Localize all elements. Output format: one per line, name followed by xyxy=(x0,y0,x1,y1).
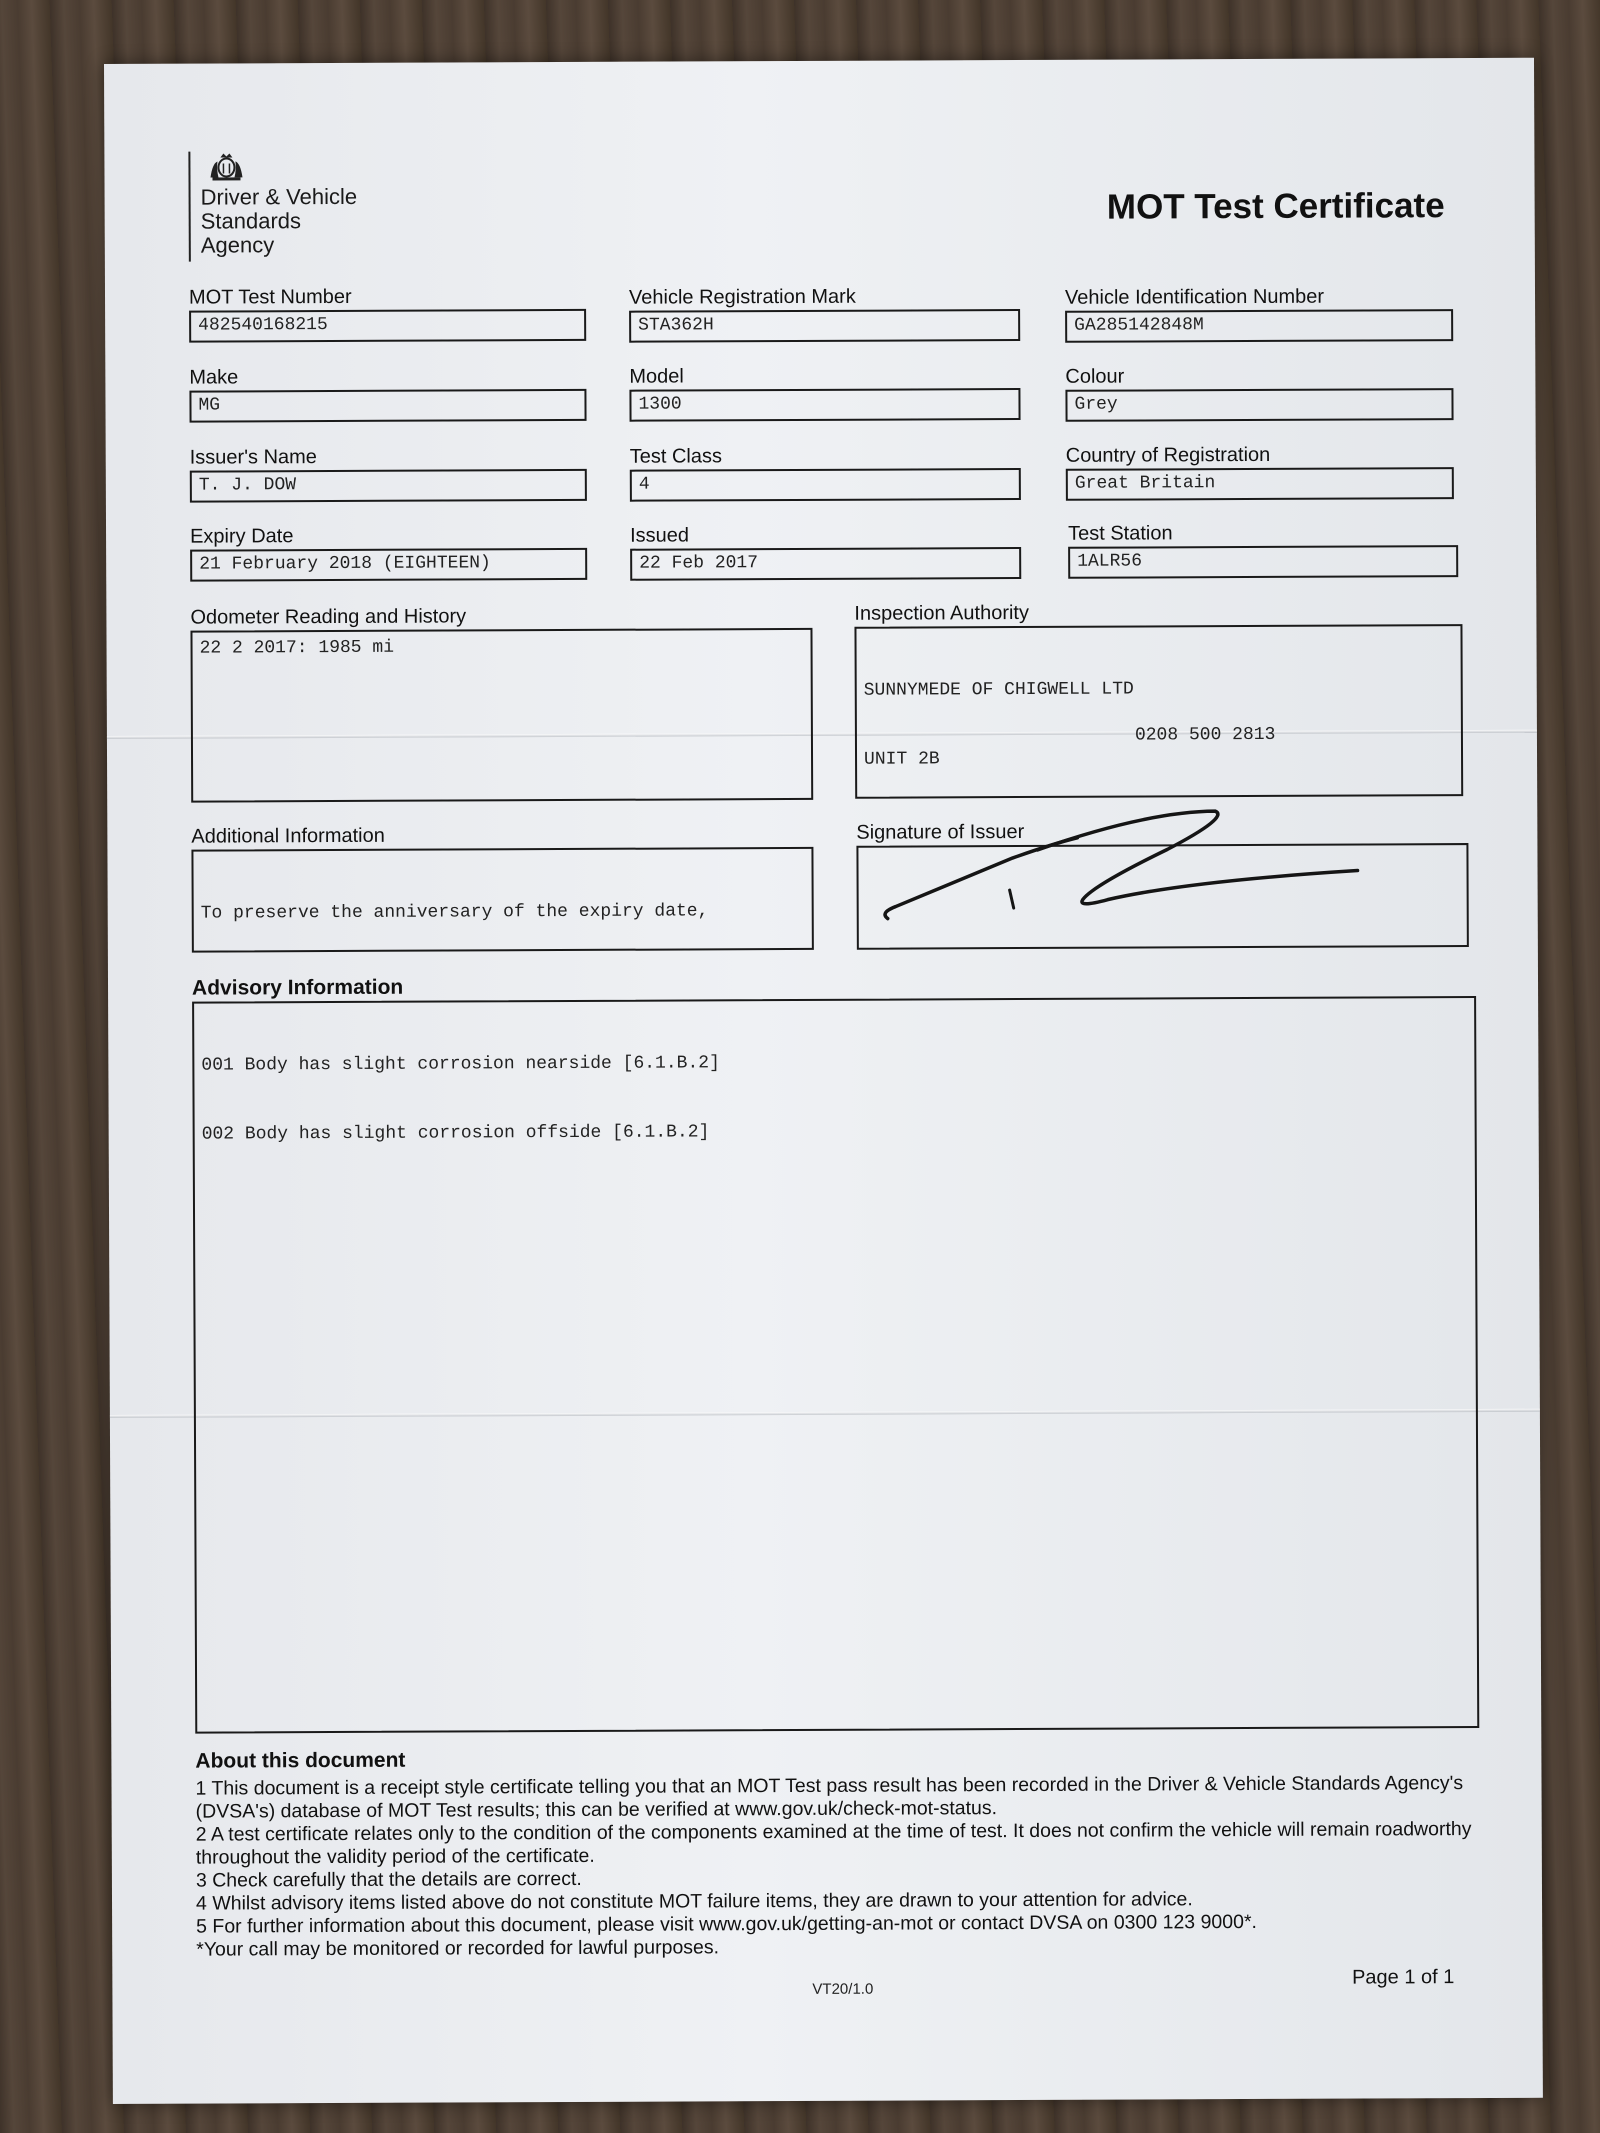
form-id: VT20/1.0 xyxy=(812,1980,874,1998)
expiry-date-label: Expiry Date xyxy=(190,525,294,548)
inspection-authority-label: Inspection Authority xyxy=(854,601,1030,625)
page-title: MOT Test Certificate xyxy=(1106,186,1445,227)
odometer-label: Odometer Reading and History xyxy=(190,605,467,629)
make-value: MG xyxy=(189,389,586,423)
authority-line: SUNNYMEDE OF CHIGWELL LTD xyxy=(863,679,1134,701)
registration-value: STA362H xyxy=(629,309,1020,343)
issuer-name-label: Issuer's Name xyxy=(189,446,317,469)
test-class-value: 4 xyxy=(630,468,1021,502)
about-item: 3 Check carefully that the details are correct. xyxy=(195,1867,582,1892)
expiry-date-value: 21 February 2018 (EIGHTEEN) xyxy=(190,548,587,582)
advisory-box xyxy=(192,996,1479,1734)
test-class-label: Test Class xyxy=(629,445,723,468)
signature-label: Signature of Issuer xyxy=(856,820,1025,844)
test-station-label: Test Station xyxy=(1068,522,1173,545)
issued-value: 22 Feb 2017 xyxy=(630,547,1021,581)
about-section xyxy=(195,1744,1476,1962)
advisory-label: Advisory Information xyxy=(191,975,404,1000)
certificate-paper xyxy=(104,58,1543,2104)
about-item: 1 This document is a receipt style certificate telling you that an MOT Test pass result has been recorded in the Driver & Vehicle Standards Agency's (DVSA's) database of MOT Test results; this can be verified at www.gov.uk/check-mot-status. xyxy=(195,1772,1464,1823)
issued-label: Issued xyxy=(630,524,690,547)
agency-name: Driver & Vehicle Standards Agency xyxy=(200,183,358,258)
advisory-item: 001 Body has slight corrosion nearside [6.1.B.2] xyxy=(201,1053,720,1076)
about-item: 5 For further information about this document, please visit www.gov.uk/getting-an-mot or contact DVSA on 0300 123 9000*. xyxy=(196,1910,1257,1938)
vin-label: Vehicle Identification Number xyxy=(1064,285,1325,309)
mot-test-number-value: 482540168215 xyxy=(189,309,586,343)
colour-label: Colour xyxy=(1065,365,1125,388)
country-value: Great Britain xyxy=(1066,467,1454,501)
odometer-value: 22 2 2017: 1985 mi xyxy=(190,628,813,803)
about-item: 2 A test certificate relates only to the condition of the components examined at the time of test. It does not confirm the vehicle will remain roadworthy throughout the validity period of the certificate. xyxy=(195,1818,1472,1869)
issuer-name-value: T. J. DOW xyxy=(190,469,587,503)
model-value: 1300 xyxy=(629,388,1020,422)
mot-test-number-label: MOT Test Number xyxy=(188,285,352,309)
colour-value: Grey xyxy=(1065,388,1453,422)
make-label: Make xyxy=(189,366,239,389)
test-station-value: 1ALR56 xyxy=(1068,545,1458,579)
issuer-signature xyxy=(104,58,1538,1064)
page-number: Page 1 of 1 xyxy=(1352,1966,1455,1989)
country-label: Country of Registration xyxy=(1065,443,1271,467)
authority-phone: 0208 500 2813 xyxy=(1134,724,1276,746)
about-footnote: *Your call may be monitored or recorded for lawful purposes. xyxy=(196,1936,720,1961)
about-item: 4 Whilst advisory items listed above do not constitute MOT failure items, they are drawn to your attention for advice. xyxy=(195,1888,1193,1915)
about-title: About this document xyxy=(195,1748,406,1773)
additional-info-line: To preserve the anniversary of the expiry date, xyxy=(200,901,709,924)
advisory-field xyxy=(192,970,1479,1734)
registration-label: Vehicle Registration Mark xyxy=(628,285,856,309)
model-label: Model xyxy=(629,365,684,388)
advisory-item: 002 Body has slight corrosion offside [6.1.B.2] xyxy=(201,1122,710,1145)
authority-line: UNIT 2B xyxy=(863,749,940,770)
additional-info-label: Additional Information xyxy=(191,824,385,848)
vin-value: GA285142848M xyxy=(1065,309,1453,343)
